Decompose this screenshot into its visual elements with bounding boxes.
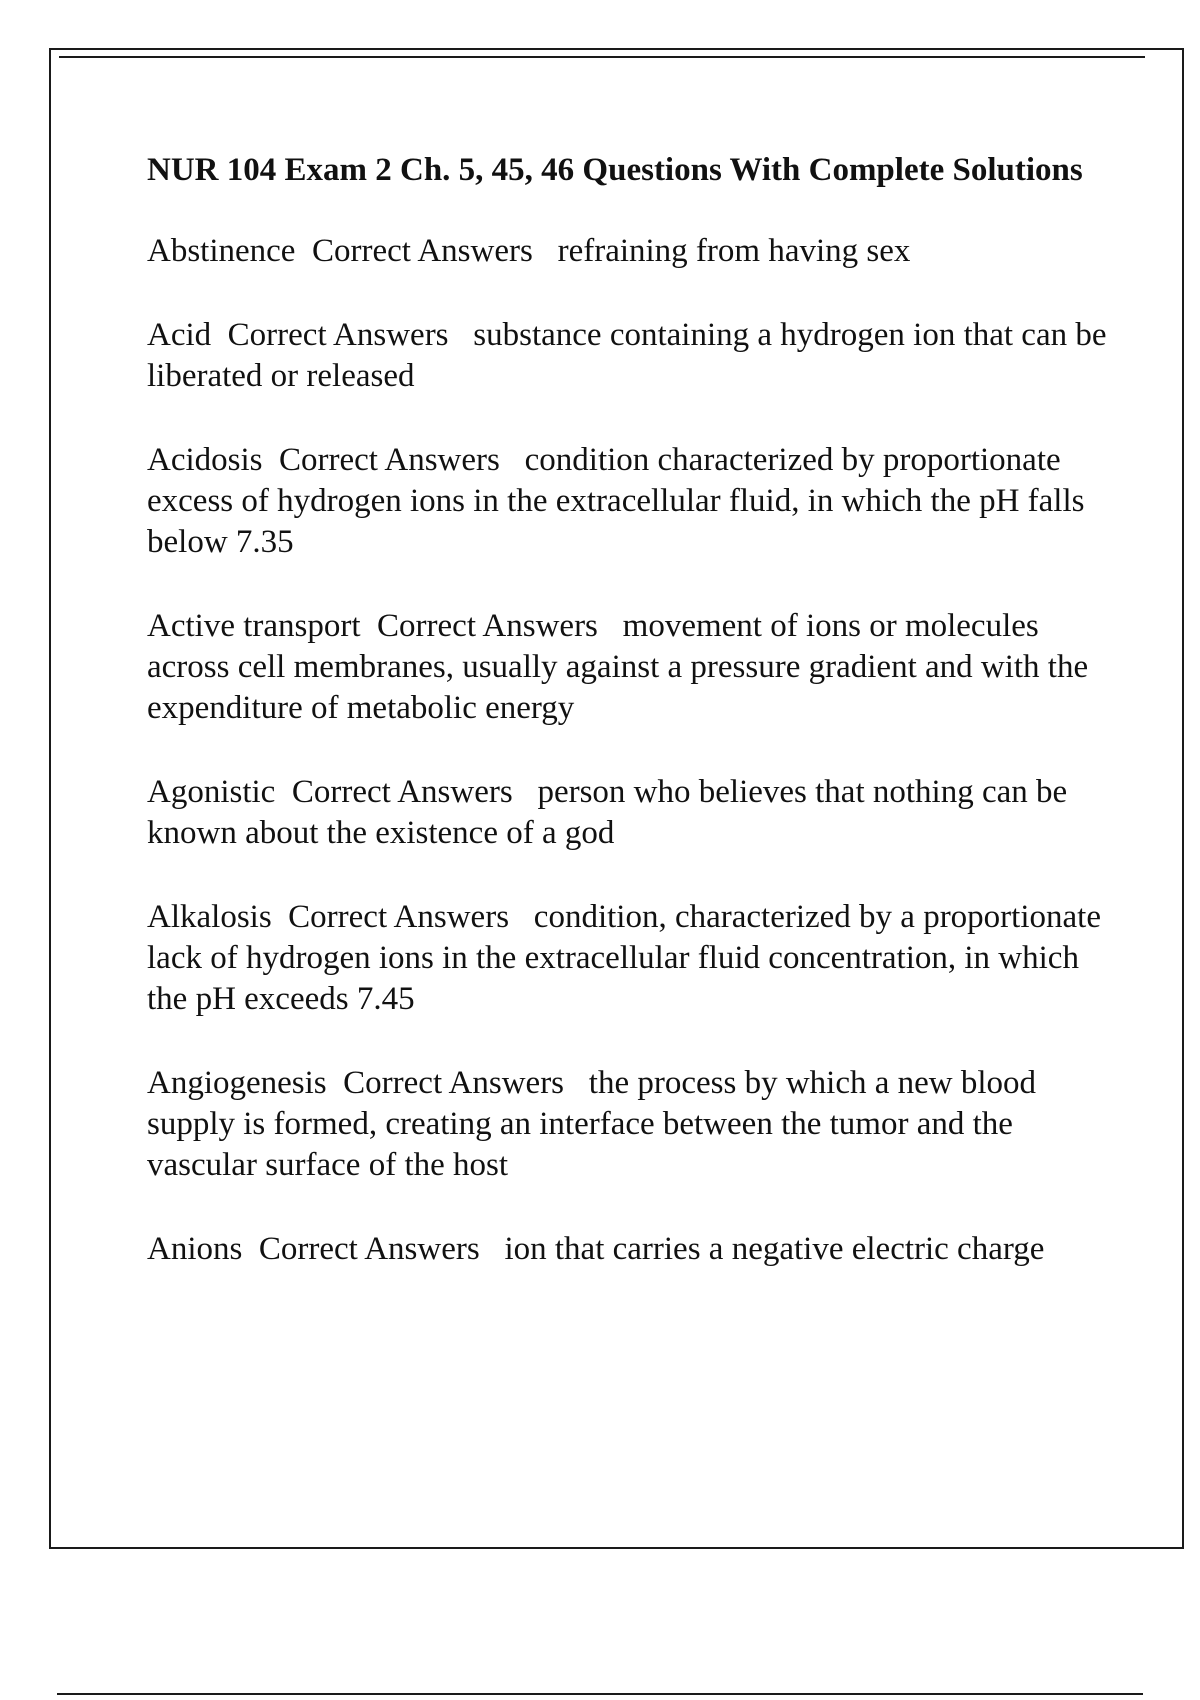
- entry-alkalosis: [147, 897, 1127, 1020]
- entry-separator: Correct Answers: [279, 442, 500, 478]
- bottom-rule: [57, 1693, 1143, 1695]
- entry-term: Abstinence: [147, 233, 296, 269]
- entry-anions: [147, 1229, 1127, 1270]
- entry-separator: Correct Answers: [343, 1065, 565, 1101]
- entry-angiogenesis: [147, 1063, 1127, 1186]
- entry-separator: Correct Answers: [291, 774, 513, 810]
- entry-definition: substance containing a hydrogen ion that can be liberated or released: [147, 317, 1107, 394]
- entry-definition: condition characterized by proportionate excess of hydrogen ions in the extracellular fluid, in which the pH falls below 7.35: [147, 442, 1085, 560]
- entry-term: Alkalosis: [147, 899, 272, 935]
- entry-definition: refraining from having sex: [557, 233, 911, 269]
- top-rule: [59, 56, 1145, 58]
- entry-definition: movement of ions or molecules across cell membranes, usually against a pressure gradient and with the expenditure of metabolic energy: [147, 608, 1089, 726]
- entry-separator: Correct Answers: [288, 899, 510, 935]
- entry-term: Active transport: [147, 608, 361, 644]
- entry-definition: ion that carries a negative electric charge: [504, 1231, 1045, 1267]
- entry-separator: Correct Answers: [227, 317, 449, 353]
- entry-term: Acid: [147, 317, 212, 353]
- entry-abstinence: [147, 231, 1127, 272]
- entry-definition: person who believes that nothing can be known about the existence of a god: [147, 774, 1068, 851]
- entry-separator: Correct Answers: [311, 233, 533, 269]
- entry-active-transport: [147, 606, 1127, 729]
- entry-term: Anions: [147, 1231, 243, 1267]
- entry-term: Acidosis: [147, 442, 263, 478]
- page-frame: [49, 48, 1184, 1549]
- entry-definition: the process by which a new blood supply is formed, creating an interface between the tumor and the vascular surface of the host: [147, 1065, 1037, 1183]
- entry-separator: Correct Answers: [258, 1231, 480, 1267]
- entry-definition: condition, characterized by a proportionate lack of hydrogen ions in the extracellular fluid concentration, in which the pH exceeds 7.45: [147, 899, 1101, 1017]
- entry-term: Agonistic: [147, 774, 276, 810]
- entry-acid: [147, 315, 1127, 397]
- entry-acidosis: [147, 440, 1127, 563]
- entry-agonistic: [147, 772, 1127, 854]
- document-title: NUR 104 Exam 2 Ch. 5, 45, 46 Questions With Complete Solutions: [147, 152, 1083, 188]
- document-body: [147, 150, 1127, 1313]
- entry-separator: Correct Answers: [377, 608, 598, 644]
- entry-term: Angiogenesis: [147, 1065, 327, 1101]
